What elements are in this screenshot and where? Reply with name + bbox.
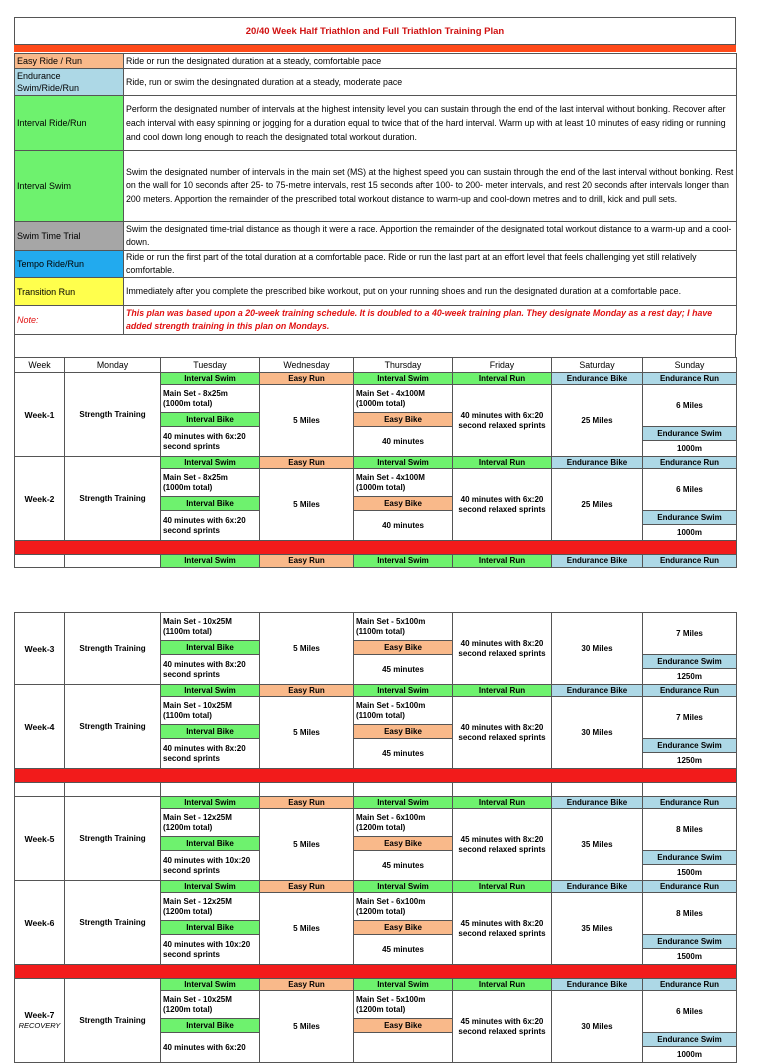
- workout-type: Interval Swim: [354, 457, 453, 469]
- workout-type: Endurance Run: [643, 979, 737, 991]
- tuesday-main-set: Main Set - 12x25M (1200m total): [161, 809, 260, 837]
- table-row: [15, 979, 737, 991]
- workout-type: Interval Run: [453, 881, 552, 893]
- legend-text: Ride or run the first part of the total duration at a comfortable pace. Ride or run the last part at an effort level that feels challenging yet still relatively comfortable.: [124, 251, 737, 278]
- legend-row: [15, 306, 737, 335]
- workout-type: Interval Swim: [161, 881, 260, 893]
- tuesday-bike: 40 minutes with 10x:20 second sprints: [161, 935, 260, 965]
- table-row: [15, 881, 737, 893]
- workout-type: Endurance Bike: [552, 457, 643, 469]
- workout-type: Easy Bike: [354, 725, 453, 739]
- tuesday-bike: 40 minutes with 6x:20 second sprints: [161, 511, 260, 541]
- tuesday-bike: 40 minutes with 6x:20: [161, 1033, 260, 1063]
- thursday-main-set: Main Set - 6x100m (1200m total): [354, 893, 453, 921]
- workout-type: Endurance Swim: [643, 655, 737, 669]
- workout-type: Endurance Run: [643, 881, 737, 893]
- monday-cell: Strength Training: [65, 979, 161, 1063]
- friday-cell: 40 minutes with 8x:20 second relaxed sprints: [453, 613, 552, 685]
- sunday-run: 8 Miles: [643, 809, 737, 851]
- header-sunday: Sunday: [643, 358, 737, 373]
- workout-type: Easy Bike: [354, 921, 453, 935]
- workout-type: Interval Bike: [161, 1019, 260, 1033]
- schedule-table: [14, 357, 737, 568]
- tuesday-bike: 40 minutes with 8x:20 second sprints: [161, 739, 260, 769]
- sunday-swim: 1000m: [643, 441, 737, 457]
- workout-type: Interval Swim: [161, 979, 260, 991]
- workout-type: Endurance Swim: [643, 511, 737, 525]
- workout-type: Easy Run: [260, 457, 354, 469]
- week-label: Week-3: [15, 613, 65, 685]
- workout-type: Endurance Run: [643, 797, 737, 809]
- workout-type: Easy Bike: [354, 1019, 453, 1033]
- workout-type: Interval Run: [453, 685, 552, 697]
- sunday-swim: 1250m: [643, 669, 737, 685]
- workout-type: Easy Run: [260, 979, 354, 991]
- week-label: Week-1: [15, 373, 65, 457]
- week-label: Week-6: [15, 881, 65, 965]
- workout-type: Interval Swim: [161, 555, 260, 568]
- legend-label: Transition Run: [15, 278, 124, 306]
- workout-type: Interval Run: [453, 373, 552, 385]
- monday-cell: Strength Training: [65, 613, 161, 685]
- header-saturday: Saturday: [552, 358, 643, 373]
- thursday-bike: 45 minutes: [354, 655, 453, 685]
- workout-type: Easy Run: [260, 881, 354, 893]
- legend-text: Swim the designated time-trial distance as though it were a race. Apportion the remainder of the designated total workout distance to a warm-up and a cool-down.: [124, 222, 737, 251]
- legend-label: Interval Swim: [15, 151, 124, 222]
- saturday-cell: 30 Miles: [552, 697, 643, 769]
- workout-type: Interval Bike: [161, 497, 260, 511]
- workout-type: Interval Swim: [354, 881, 453, 893]
- recovery-label: RECOVERY: [18, 1021, 61, 1030]
- thursday-main-set: Main Set - 5x100m (1100m total): [354, 697, 453, 725]
- header-row: [15, 358, 737, 373]
- table-row: [15, 797, 737, 809]
- legend-row: [15, 222, 737, 251]
- legend-text: Immediately after you complete the prescribed bike workout, put on your running shoes and run the designated duration at a comfortable pace.: [124, 278, 737, 306]
- week-separator: [15, 965, 737, 979]
- workout-type: Endurance Swim: [643, 427, 737, 441]
- monday-cell: Strength Training: [65, 881, 161, 965]
- saturday-cell: 30 Miles: [552, 613, 643, 685]
- workout-type: Endurance Swim: [643, 935, 737, 949]
- workout-type: Easy Run: [260, 797, 354, 809]
- legend-row: [15, 54, 737, 69]
- thursday-bike: 45 minutes: [354, 935, 453, 965]
- friday-cell: 45 minutes with 8x:20 second relaxed sprints: [453, 893, 552, 965]
- workout-type: Interval Run: [453, 979, 552, 991]
- workout-type: Interval Swim: [161, 457, 260, 469]
- legend-text: Ride or run the designated duration at a steady, comfortable pace: [124, 54, 737, 69]
- thursday-bike: [354, 1033, 453, 1063]
- workout-type: Easy Bike: [354, 837, 453, 851]
- legend-table: [14, 53, 737, 335]
- workout-type: Easy Bike: [354, 413, 453, 427]
- saturday-cell: 25 Miles: [552, 469, 643, 541]
- workout-type: Endurance Bike: [552, 555, 643, 568]
- legend-label: Easy Ride / Run: [15, 54, 124, 69]
- sunday-swim: 1000m: [643, 1047, 737, 1063]
- table-row: [15, 373, 737, 385]
- tuesday-bike: 40 minutes with 6x:20 second sprints: [161, 427, 260, 457]
- legend-label: Endurance Swim/Ride/Run: [15, 69, 124, 96]
- sunday-swim: 1500m: [643, 865, 737, 881]
- monday-cell: Strength Training: [65, 457, 161, 541]
- workout-type: Easy Bike: [354, 641, 453, 655]
- workout-type: Endurance Swim: [643, 851, 737, 865]
- sunday-run: 7 Miles: [643, 697, 737, 739]
- legend-text: Perform the designated number of intervals at the highest intensity level you can sustain through the end of the last interval without bonking. Recover after each interval with easy spinning or jogging for a duration equal to twice that of the hard interval. Warm up with at least 10 minutes of easy riding or running and cool down long enough to reach the designated total workout duration.: [124, 96, 737, 151]
- thursday-bike: 45 minutes: [354, 739, 453, 769]
- legend-row: [15, 151, 737, 222]
- header-wednesday: Wednesday: [260, 358, 354, 373]
- workout-type: Endurance Run: [643, 457, 737, 469]
- wednesday-cell: 5 Miles: [260, 697, 354, 769]
- sunday-run: 6 Miles: [643, 385, 737, 427]
- saturday-cell: 25 Miles: [552, 385, 643, 457]
- friday-cell: 45 minutes with 8x:20 second relaxed sprints: [453, 809, 552, 881]
- workout-type: Easy Bike: [354, 497, 453, 511]
- wednesday-cell: 5 Miles: [260, 809, 354, 881]
- spacer-row: [15, 783, 737, 797]
- legend-text: This plan was based upon a 20-week training schedule. It is doubled to a 40-week training plan. They designate Monday as a rest day; I have added strength training in this plan on Mondays.: [124, 306, 737, 335]
- legend-label: Interval Ride/Run: [15, 96, 124, 151]
- week-number: Week-7: [24, 1010, 55, 1020]
- workout-type: Easy Run: [260, 685, 354, 697]
- workout-type: Interval Swim: [161, 797, 260, 809]
- sunday-run: 6 Miles: [643, 469, 737, 511]
- friday-cell: 40 minutes with 8x:20 second relaxed sprints: [453, 697, 552, 769]
- plan-title: 20/40 Week Half Triathlon and Full Triathlon Training Plan: [14, 17, 736, 45]
- tuesday-bike: 40 minutes with 10x:20 second sprints: [161, 851, 260, 881]
- tuesday-main-set: Main Set - 12x25M (1200m total): [161, 893, 260, 921]
- legend-label: Tempo Ride/Run: [15, 251, 124, 278]
- wednesday-cell: 5 Miles: [260, 893, 354, 965]
- thursday-bike: 45 minutes: [354, 851, 453, 881]
- legend-row: [15, 69, 737, 96]
- schedule-table-continued: [14, 612, 737, 1063]
- week-label: Week-2: [15, 457, 65, 541]
- workout-type: Interval Swim: [161, 685, 260, 697]
- friday-cell: 40 minutes with 6x:20 second relaxed sprints: [453, 385, 552, 457]
- workout-type: Interval Bike: [161, 725, 260, 739]
- workout-type: Endurance Bike: [552, 373, 643, 385]
- workout-type: Endurance Run: [643, 555, 737, 568]
- friday-cell: 40 minutes with 6x:20 second relaxed sprints: [453, 469, 552, 541]
- table-row: [15, 555, 737, 568]
- workout-type: Endurance Run: [643, 373, 737, 385]
- workout-type: Interval Run: [453, 797, 552, 809]
- wednesday-cell: 5 Miles: [260, 991, 354, 1063]
- workout-type: Endurance Bike: [552, 979, 643, 991]
- thursday-bike: 40 minutes: [354, 511, 453, 541]
- workout-type: Easy Run: [260, 555, 354, 568]
- tuesday-bike: 40 minutes with 8x:20 second sprints: [161, 655, 260, 685]
- tuesday-main-set: Main Set - 10x25M (1200m total): [161, 991, 260, 1019]
- workout-type: Interval Swim: [354, 685, 453, 697]
- week-label: Week-4: [15, 685, 65, 769]
- thursday-main-set: Main Set - 5x100m (1100m total): [354, 613, 453, 641]
- workout-type: Interval Bike: [161, 837, 260, 851]
- week-label: Week-5: [15, 797, 65, 881]
- workout-type: Interval Swim: [354, 797, 453, 809]
- workout-type: Endurance Bike: [552, 881, 643, 893]
- workout-type: Endurance Bike: [552, 685, 643, 697]
- workout-type: Interval Swim: [354, 373, 453, 385]
- legend-row: [15, 251, 737, 278]
- workout-type: Interval Bike: [161, 641, 260, 655]
- table-row: [15, 685, 737, 697]
- wednesday-cell: 5 Miles: [260, 613, 354, 685]
- sunday-run: 6 Miles: [643, 991, 737, 1033]
- workout-type: Interval Bike: [161, 921, 260, 935]
- tuesday-main-set: Main Set - 8x25m (1000m total): [161, 385, 260, 413]
- workout-type: Endurance Run: [643, 685, 737, 697]
- tuesday-main-set: Main Set - 10x25M (1100m total): [161, 613, 260, 641]
- week-separator: [15, 541, 737, 555]
- week-separator: [15, 769, 737, 783]
- tuesday-main-set: Main Set - 10x25M (1100m total): [161, 697, 260, 725]
- workout-type: Easy Run: [260, 373, 354, 385]
- sunday-run: 7 Miles: [643, 613, 737, 655]
- wednesday-cell: 5 Miles: [260, 469, 354, 541]
- header-thursday: Thursday: [354, 358, 453, 373]
- legend-text: Ride, run or swim the desingnated duration at a steady, moderate pace: [124, 69, 737, 96]
- saturday-cell: 30 Miles: [552, 991, 643, 1063]
- workout-type: Interval Bike: [161, 413, 260, 427]
- saturday-cell: 35 Miles: [552, 893, 643, 965]
- header-tuesday: Tuesday: [161, 358, 260, 373]
- workout-type: Endurance Swim: [643, 739, 737, 753]
- title-accent-bar: [14, 45, 736, 52]
- workout-type: Endurance Swim: [643, 1033, 737, 1047]
- legend-label: Note:: [15, 306, 124, 335]
- legend-row: [15, 278, 737, 306]
- monday-cell: Strength Training: [65, 797, 161, 881]
- sunday-run: 8 Miles: [643, 893, 737, 935]
- header-week: Week: [15, 358, 65, 373]
- workout-type: Interval Swim: [161, 373, 260, 385]
- workout-type: Interval Swim: [354, 979, 453, 991]
- week-label: [15, 979, 65, 1063]
- workout-type: Interval Swim: [354, 555, 453, 568]
- workout-type: Endurance Bike: [552, 797, 643, 809]
- workout-type: Interval Run: [453, 457, 552, 469]
- sunday-swim: 1000m: [643, 525, 737, 541]
- workout-type: Interval Run: [453, 555, 552, 568]
- sunday-swim: 1500m: [643, 949, 737, 965]
- spacer: [14, 335, 736, 357]
- thursday-main-set: Main Set - 4x100M (1000m total): [354, 469, 453, 497]
- legend-text: Swim the designated number of intervals in the main set (MS) at the highest speed you can sustain through the end of the last interval without bonking. Rest on the wall for 10 seconds after 25- to 75-metre intervals, rest 15 seconds after 100- to 200- meter intervals, and rest 20 seconds after intervals longer than 200 meters. Apportion the remainder of the prescribed total workout distance to warm-up and cool-down metres and to drill, kick and pull sets.: [124, 151, 737, 222]
- thursday-main-set: Main Set - 4x100M (1000m total): [354, 385, 453, 413]
- thursday-main-set: Main Set - 5x100m (1200m total): [354, 991, 453, 1019]
- header-friday: Friday: [453, 358, 552, 373]
- tuesday-main-set: Main Set - 8x25m (1000m total): [161, 469, 260, 497]
- legend-label: Swim Time Trial: [15, 222, 124, 251]
- legend-row: [15, 96, 737, 151]
- monday-cell: Strength Training: [65, 373, 161, 457]
- table-row: [15, 457, 737, 469]
- friday-cell: 45 minutes with 6x:20 second relaxed sprints: [453, 991, 552, 1063]
- table-row: [15, 613, 737, 641]
- thursday-main-set: Main Set - 6x100m (1200m total): [354, 809, 453, 837]
- header-monday: Monday: [65, 358, 161, 373]
- monday-cell: Strength Training: [65, 685, 161, 769]
- sunday-swim: 1250m: [643, 753, 737, 769]
- saturday-cell: 35 Miles: [552, 809, 643, 881]
- wednesday-cell: 5 Miles: [260, 385, 354, 457]
- thursday-bike: 40 minutes: [354, 427, 453, 457]
